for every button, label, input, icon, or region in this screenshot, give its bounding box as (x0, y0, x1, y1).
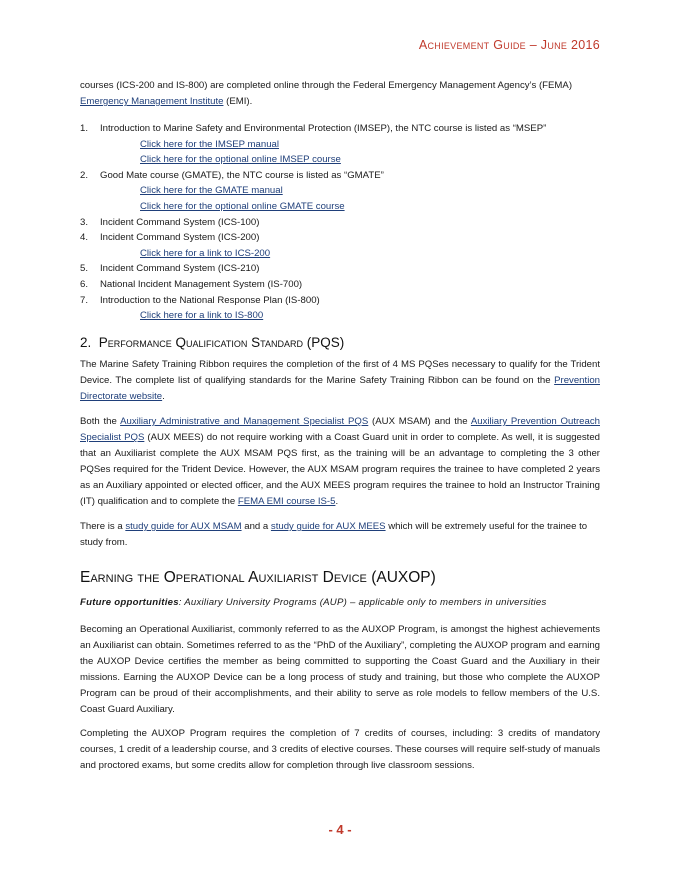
course-title: Incident Command System (ICS-210) (100, 263, 260, 275)
gmate-manual-link[interactable]: Click here for the GMATE manual (140, 185, 283, 197)
aux-msam-pqs-link[interactable]: Auxiliary Administrative and Management Specialist PQS (120, 416, 369, 427)
list-item (80, 293, 600, 324)
pqs-heading (80, 335, 344, 350)
course-list (80, 121, 600, 324)
list-number: 6. (80, 278, 89, 290)
future-text: : Auxiliary University Programs (AUP) – applicable only to members in universities (178, 597, 547, 608)
section-abbr: (AUXOP) (371, 569, 436, 586)
list-item (80, 277, 600, 293)
ics200-link[interactable]: Click here for a link to ICS-200 (140, 247, 271, 259)
page-number: - 4 - (328, 822, 352, 837)
section-title: Earning the Operational Auxiliarist Device (80, 569, 367, 586)
section-number: 2. (80, 335, 92, 350)
pqs-p2-text: Both the (80, 416, 121, 427)
future-label: Future opportunities (80, 597, 179, 608)
fema-is5-link[interactable]: FEMA EMI course IS-5 (237, 496, 336, 507)
list-item (80, 230, 600, 261)
course-title: Introduction to the National Response Plan (IS-800) (100, 294, 320, 306)
list-number: 5. (80, 263, 89, 275)
pqs-paragraph-3 (80, 519, 600, 551)
course-title: National Incident Management System (IS-700) (100, 278, 303, 290)
pqs-p2-text: (AUX MSAM) and the (368, 416, 471, 427)
course-title: Incident Command System (ICS-200) (100, 232, 260, 244)
intro-text: courses (ICS-200 and IS-800) are completed online through the Federal Emergency Management Agency’s (FEMA) (80, 80, 573, 91)
pqs-p2-end: . (335, 496, 339, 507)
auxop-paragraph-2: Completing the AUXOP Program requires the completion of 7 credits of courses, including: 3 credits of mandatory courses, 1 credit of a leadership course, and 3 credits of elective courses. These courses will require self-study of manuals and proctored exams, but some credits allow for completion through live classroom sessions. (80, 728, 600, 771)
section-abbr: (PQS) (306, 335, 345, 350)
list-number: 3. (80, 216, 89, 228)
list-item (80, 168, 600, 215)
auxop-paragraph-1: Becoming an Operational Auxiliarist, commonly referred to as the AUXOP Program, is amongst the highest achievements an Auxiliarist can obtain. Sometimes referred to as the “PhD of the Auxiliary”, completing the AUXOP program and earning the AUXOP Device certifies the member as being committed to supporting the Coast Guard and the Auxiliary in their missions. Earning the AUXOP Device can be a long process of study and training, but those who complete the AUXOP Program can be proud of their accomplishments, and their ability to serve as role models to fellow members of the U.S. Coast Guard Auxiliary. (80, 624, 600, 715)
pqs-p3-text: which will be extremely useful for the trainee to study from. (80, 521, 588, 548)
auxop-heading (80, 569, 436, 587)
future-opportunities (80, 595, 620, 611)
prevention-directorate-link[interactable]: Prevention Directorate website (80, 375, 600, 402)
section-title: Performance Qualification Standard (98, 335, 303, 350)
mees-study-guide-link[interactable]: study guide for AUX MEES (270, 521, 386, 532)
imsep-online-link[interactable]: Click here for the optional online IMSEP course (140, 154, 341, 166)
pqs-p1-text: The Marine Safety Training Ribbon requires the completion of the first of 4 MS PQSes necessary to qualify for the Trident Device. The complete list of qualifying standards for the Marine Safety Training Ribbon can be found on the (80, 359, 600, 386)
pqs-paragraph-2 (80, 414, 600, 510)
list-number: 7. (80, 294, 89, 306)
intro-text-end: (EMI). (223, 96, 253, 107)
pqs-p3-text: There is a (80, 521, 126, 532)
list-item (80, 261, 600, 277)
course-title: Incident Command System (ICS-100) (100, 216, 260, 228)
intro-paragraph (80, 78, 600, 110)
list-number: 2. (80, 169, 89, 181)
pqs-p2-text: (AUX MEES) do not require working with a Coast Guard unit in order to complete. As well, it is suggested that an Auxiliarist complete the AUX MSAM PQS first, as the training will be an advantage to completing the 3 other PQSes required for the Trident Device. However, the AUX MSAM program requires the trainee to have completed 2 years as an Auxiliary appointed or elected officer, and the AUX MEES program requires the trainee to hold an Instructor Training (IT) qualification and to complete the (80, 432, 600, 507)
list-number: 4. (80, 232, 89, 244)
emi-link[interactable]: Emergency Management Institute (80, 96, 224, 107)
pqs-paragraph-1 (80, 357, 600, 405)
msam-study-guide-link[interactable]: study guide for AUX MSAM (125, 521, 242, 532)
pqs-p3-text: and a (241, 521, 271, 532)
imsep-manual-link[interactable]: Click here for the IMSEP manual (140, 138, 279, 150)
running-header: Achievement Guide – June 2016 (418, 38, 600, 52)
is800-link[interactable]: Click here for a link to IS-800 (140, 310, 264, 322)
list-number: 1. (80, 123, 89, 134)
gmate-online-link[interactable]: Click here for the optional online GMATE course (140, 200, 345, 212)
course-title: Good Mate course (GMATE), the NTC course is listed as “GMATE” (100, 169, 384, 181)
list-item (80, 121, 600, 168)
course-title: Introduction to Marine Safety and Environmental Protection (IMSEP), the NTC course is listed as “MSEP” (100, 123, 547, 134)
aux-mees-pqs-link[interactable]: Auxiliary Prevention Outreach Specialist PQS (80, 416, 600, 443)
pqs-p1-end: . (162, 391, 165, 402)
list-item (80, 215, 600, 231)
